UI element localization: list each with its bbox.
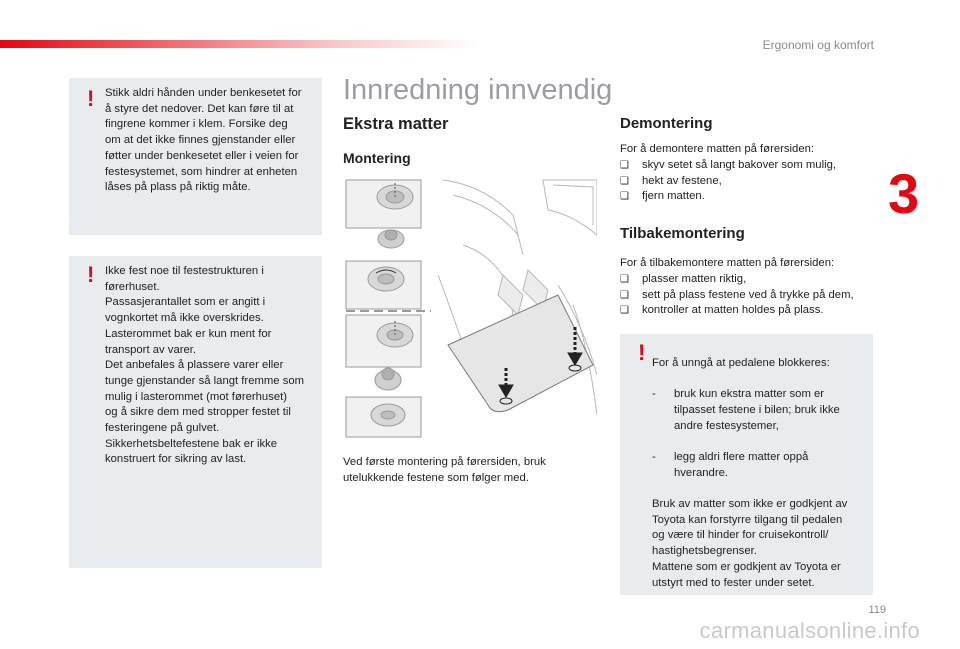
page-title: Innredning innvendig [343, 74, 613, 106]
exclamation-icon: ! [87, 86, 95, 111]
list-item: ❑ hekt av festene, [620, 174, 836, 190]
list-item: ❑ fjern matten. [620, 189, 836, 205]
montering-caption: Ved første montering på førersiden, bruk utelukkende festene som følger med. [343, 456, 546, 484]
subtitle-ekstra-matter: Ekstra matter [343, 115, 449, 133]
page-number: 119 [868, 604, 886, 616]
warning-box-cargo [69, 256, 322, 568]
demontering-intro: For å demontere matten på førersiden: [620, 143, 815, 155]
list-item: ❑ plasser matten riktig, [620, 272, 854, 288]
floor-mat-illustration [343, 175, 597, 445]
bullet-icon: ❑ [620, 289, 629, 301]
list-item: ❑ kontroller at matten holdes på plass. [620, 303, 854, 319]
bullet-icon: ❑ [620, 175, 629, 187]
warning-text: Stikk aldri hånden under benkesetet for å styre det nedover. Det kan føre til at fingrene kommer i klem. Forsike deg om at det ikke finnes gjenstander eller føtter under benkesetet eller i veien for festesystemet, som hindrer at enheten låses på plass på riktig måte. [105, 87, 302, 194]
tilbakemontering-steps [620, 272, 854, 319]
list-item: - legg aldri flere matter oppå hverandre. [652, 450, 809, 479]
bullet-icon: ❑ [620, 191, 629, 203]
header-accent-bar [0, 40, 480, 48]
warning-outro: Bruk av matter som ikke er godkjent av Toyota kan forstyrre tilgang til pedalen og være til hinder for cruisekontroll/ hastighetsbegrenser. Mattene som er godkjent av Toyota er utstyrt med to fester under setet. [652, 498, 848, 589]
list-item: ❑ skyv setet så langt bakover som mulig, [620, 158, 836, 174]
chapter-number: 3 [888, 162, 920, 225]
heading-montering: Montering [343, 150, 411, 166]
demontering-steps [620, 158, 836, 205]
warning-text [652, 340, 867, 607]
bullet-icon: ❑ [620, 274, 629, 285]
fastener-detail-icons [346, 180, 431, 437]
list-item: - bruk kun ekstra matter som er tilpasset festene i bilen; bruk ikke andre festesystemer, [652, 388, 840, 432]
warning-intro: For å unngå at pedalene blokkeres: [652, 356, 830, 369]
list-item: ❑ sett på plass festene ved å trykke på dem, [620, 288, 854, 304]
exclamation-icon: ! [87, 262, 95, 287]
warning-text: Ikke fest noe til festestrukturen i førerhuset. Passasjerantallet som er angitt i vognkortet må ikke overskrides. Lasterommet bak er kun ment for transport av varer. Det anbefales å plassere varer eller tunge gjenstander så langt fremme som mulig i lasterommet (mot førerhuset) og å sikre dem med stropper festet til festeringene på gulvet. Sikkerhetsbeltefestene bak er ikke konstruert for sikring av last. [105, 265, 305, 466]
bullet-icon: ❑ [620, 305, 629, 317]
warning-box-pedals [620, 334, 873, 595]
tilbakemontering-intro: For å tilbakemontere matten på førersiden: [620, 257, 835, 269]
section-title: Ergonomi og komfort [762, 38, 874, 52]
warning-box-seat [69, 78, 322, 235]
exclamation-icon: ! [638, 340, 646, 365]
heading-tilbakemontering: Tilbakemontering [620, 225, 745, 242]
heading-demontering: Demontering [620, 115, 713, 132]
watermark[interactable]: carmanualsonline.info [699, 618, 920, 643]
bullet-icon: ❑ [620, 160, 629, 171]
